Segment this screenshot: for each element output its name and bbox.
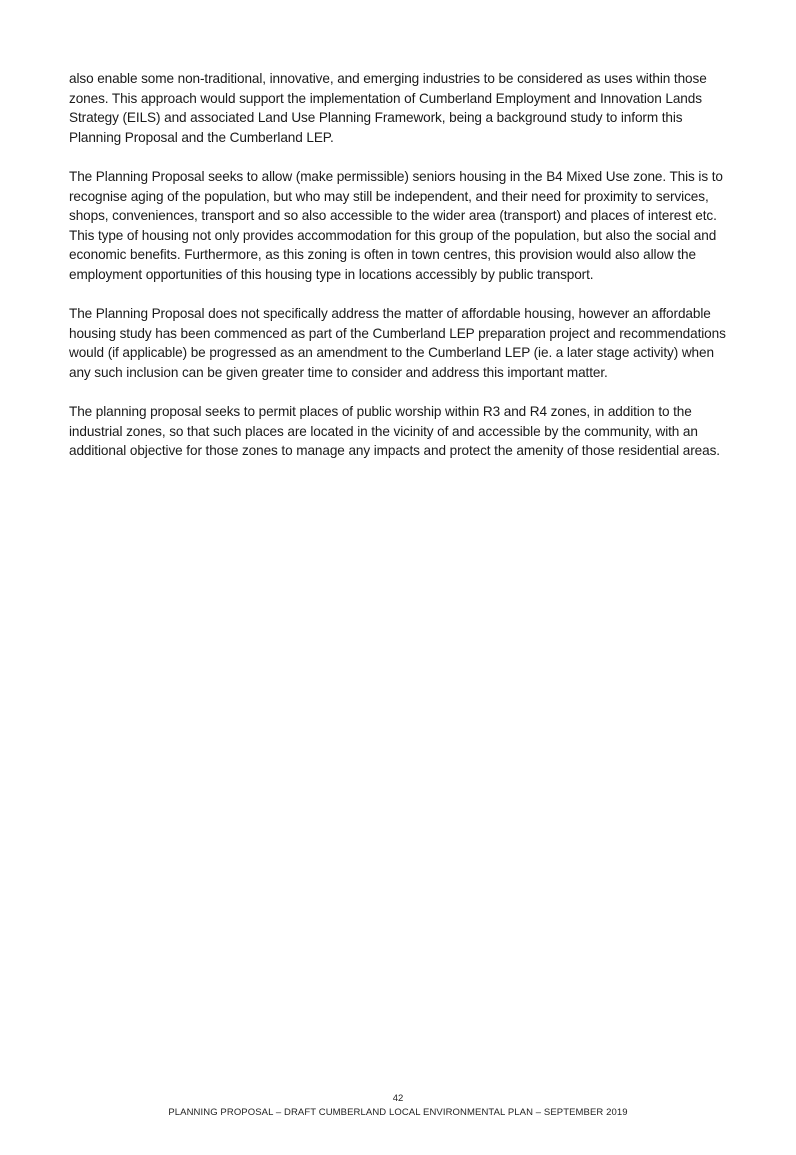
footer-title: PLANNING PROPOSAL – DRAFT CUMBERLAND LOCAL ENVIRONMENTAL PLAN – SEPTEMBER 2019 xyxy=(168,1107,628,1118)
paragraph-seniors-housing: The Planning Proposal seeks to allow (make permissible) seniors housing in the B4 Mixed Use zone. This is to recognise aging of the population, but who may still be independent, and their need for proximity to services, shops, conveniences, transport and so also accessible to the wider area (transport) and places of interest etc. This type of housing not only provides accommodation for this group of the population, but also the social and economic benefits. Furthermore, as this zoning is often in town centres, this provision would also allow the employment opportunities of this housing type in locations accessibly by public transport. xyxy=(69,169,723,282)
page-number: 42 xyxy=(392,1093,404,1104)
body-text xyxy=(69,69,731,481)
paragraph-emerging-industries: also enable some non-traditional, innovative, and emerging industries to be considered as uses within those zones. This approach would support the implementation of Cumberland Employment and Innovation Lands Strategy (EILS) and associated Land Use Planning Framework, being a background study to inform this Planning Proposal and the Cumberland LEP. xyxy=(69,71,707,145)
paragraph-public-worship: The planning proposal seeks to permit places of public worship within R3 and R4 zones, in addition to the industrial zones, so that such places are located in the vicinity of and accessible by the community, with an additional objective for those zones to manage any impacts and protect the amenity of those residential areas. xyxy=(69,404,720,458)
paragraph-affordable-housing: The Planning Proposal does not specifically address the matter of affordable housing, however an affordable housing study has been commenced as part of the Cumberland LEP preparation project and recommendations would (if applicable) be progressed as an amendment to the Cumberland LEP (ie. a later stage activity) when any such inclusion can be given greater time to consider and address this important matter. xyxy=(69,306,726,380)
